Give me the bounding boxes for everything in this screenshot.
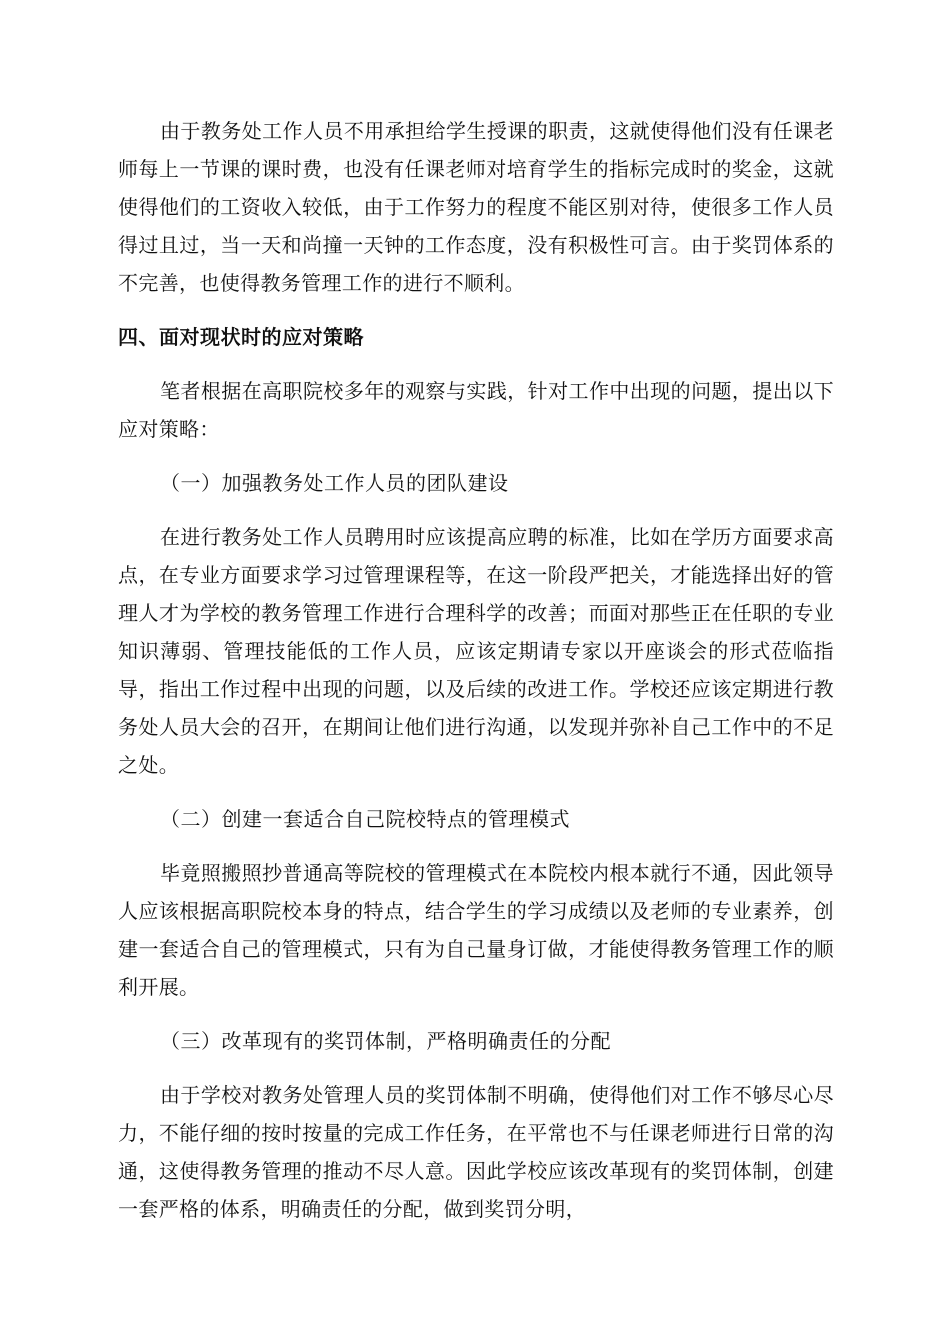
subheading-team-building: （一）加强教务处工作人员的团队建设: [160, 471, 509, 495]
spacer: [118, 1006, 834, 1022]
spacer: [118, 356, 834, 372]
document-body: [118, 112, 834, 1228]
paragraph-salary-issue: 由于教务处工作人员不用承担给学生授课的职责，这就使得他们没有任课老师每上一节课的课时费，也没有任课老师对培育学生的指标完成时的奖金，这就使得他们的工资收入较低，由于工作努力的程度不能区别对待，使很多工作人员得过且过，当一天和尚撞一天钟的工作态度，没有积极性可言。由于奖罚体系的不完善，也使得教务管理工作的进行不顺利。: [118, 119, 834, 295]
spacer: [118, 838, 834, 854]
paragraph-intro-strategies: 笔者根据在高职院校多年的观察与实践，针对工作中出现的问题，提出以下应对策略：: [118, 379, 834, 441]
section-heading-strategies: 四、面对现状时的应对策略: [118, 325, 364, 349]
subheading-management-model: （二）创建一套适合自己院校特点的管理模式: [160, 807, 570, 831]
spacer: [118, 784, 834, 800]
paragraph-reward-reform: 由于学校对教务处管理人员的奖罚体制不明确，使得他们对工作不够尽心尽力，不能仔细的按时按量的完成工作任务，在平常也不与任课老师进行日常的沟通，这使得教务管理的推动不尽人意。因此学校应该改革现有的奖罚体制，创建一套严格的体系，明确责任的分配，做到奖罚分明，: [118, 1083, 834, 1221]
spacer: [118, 1060, 834, 1076]
paragraph-team-building: 在进行教务处工作人员聘用时应该提高应聘的标准，比如在学历方面要求高点，在专业方面要求学习过管理课程等，在这一阶段严把关，才能选择出好的管理人才为学校的教务管理工作进行合理科学的改善；而面对那些正在任职的专业知识薄弱、管理技能低的工作人员，应该定期请专家以开座谈会的形式莅临指导，指出工作过程中出现的问题，以及后续的改进工作。学校还应该定期进行教务处人员大会的召开，在期间让他们进行沟通，以发现并弥补自己工作中的不足之处。: [118, 525, 834, 777]
spacer: [118, 502, 834, 518]
subheading-reward-reform: （三）改革现有的奖罚体制，严格明确责任的分配: [160, 1029, 611, 1053]
spacer: [118, 302, 834, 318]
spacer: [118, 448, 834, 464]
paragraph-management-model: 毕竟照搬照抄普通高等院校的管理模式在本院校内根本就行不通，因此领导人应该根据高职院校本身的特点，结合学生的学习成绩以及老师的专业素养，创建一套适合自己的管理模式，只有为自己量身订做，才能使得教务管理工作的顺利开展。: [118, 861, 834, 999]
